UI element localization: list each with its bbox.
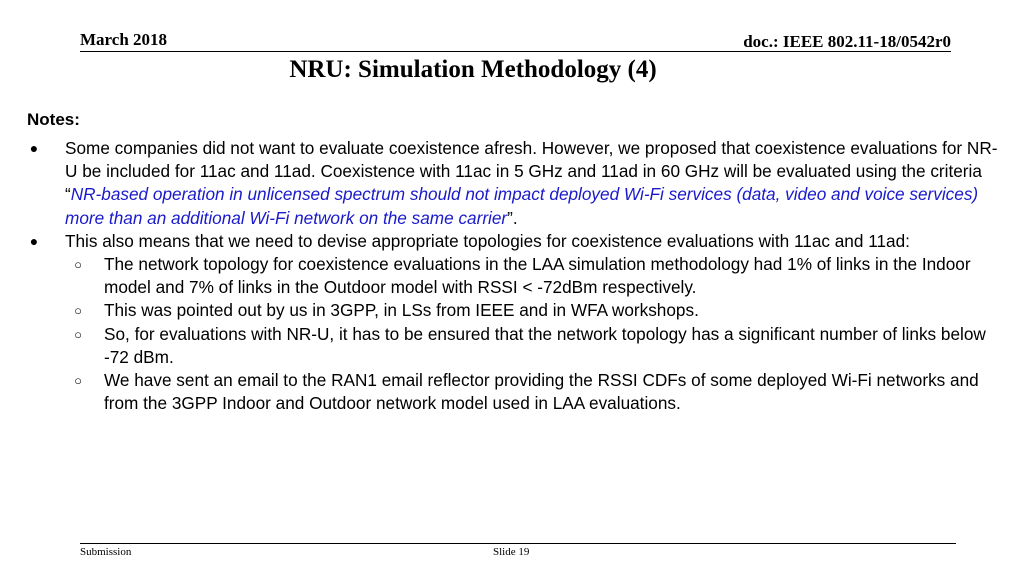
sub-bullet-circle-icon: ○ <box>74 373 82 389</box>
sub-bullet-item <box>27 253 1002 299</box>
header-doc-id: doc.: IEEE 802.11-18/0542r0 <box>743 32 951 51</box>
notes-heading: Notes: <box>27 110 80 129</box>
sub-bullet-circle-icon: ○ <box>74 257 82 273</box>
sub-bullet-text: This was pointed out by us in 3GPP, in LSs from IEEE and in WFA workshops. <box>104 300 699 321</box>
bullet-text: Some companies did not want to evaluate coexistence afresh. However, we proposed that coexistence evaluations for NR-U be included for 11ac and 11ad. Coexistence with 11ac in 5 GHz and 11ad in 60 GHz will be evaluated using the criteria “ <box>65 138 998 205</box>
sub-bullet-text: The network topology for coexistence evaluations in the LAA simulation methodology had 1% of links in the Indoor model and 7% of links in the Outdoor model with RSSI < -72dBm respectively. <box>104 254 971 298</box>
bullet-list <box>27 137 1002 415</box>
bullet-item <box>27 230 1002 253</box>
bullet-item <box>27 137 1002 230</box>
slide-number: Slide 19 <box>493 546 530 558</box>
slide-title: NRU: Simulation Methodology (4) <box>289 56 657 83</box>
criteria-quote: NR-based operation in unlicensed spectrum should not impact deployed Wi-Fi services (data, video and voice services) more than an additional Wi-Fi network on the same carrier <box>65 184 979 228</box>
footer-submission: Submission <box>80 546 132 558</box>
header-divider <box>80 51 951 52</box>
footer-divider <box>80 543 956 544</box>
bullet-text-end: ”. <box>507 207 518 228</box>
bullet-dot-icon: ● <box>29 232 39 249</box>
sub-bullet-item <box>27 323 1002 369</box>
sub-bullet-item <box>27 369 1002 415</box>
header-date: March 2018 <box>80 30 168 49</box>
sub-bullet-text: So, for evaluations with NR-U, it has to be ensured that the network topology has a significant number of links below -72 dBm. <box>104 323 986 367</box>
sub-bullet-text: We have sent an email to the RAN1 email reflector providing the RSSI CDFs of some deployed Wi-Fi networks and from the 3GPP Indoor and Outdoor network model used in LAA evaluations. <box>104 370 979 414</box>
sub-bullet-circle-icon: ○ <box>74 326 82 342</box>
bullet-text: This also means that we need to devise appropriate topologies for coexistence evaluations with 11ac and 11ad: <box>65 230 910 251</box>
sub-bullet-item <box>27 299 1002 322</box>
bullet-dot-icon: ● <box>29 140 39 156</box>
sub-bullet-circle-icon: ○ <box>74 303 82 319</box>
